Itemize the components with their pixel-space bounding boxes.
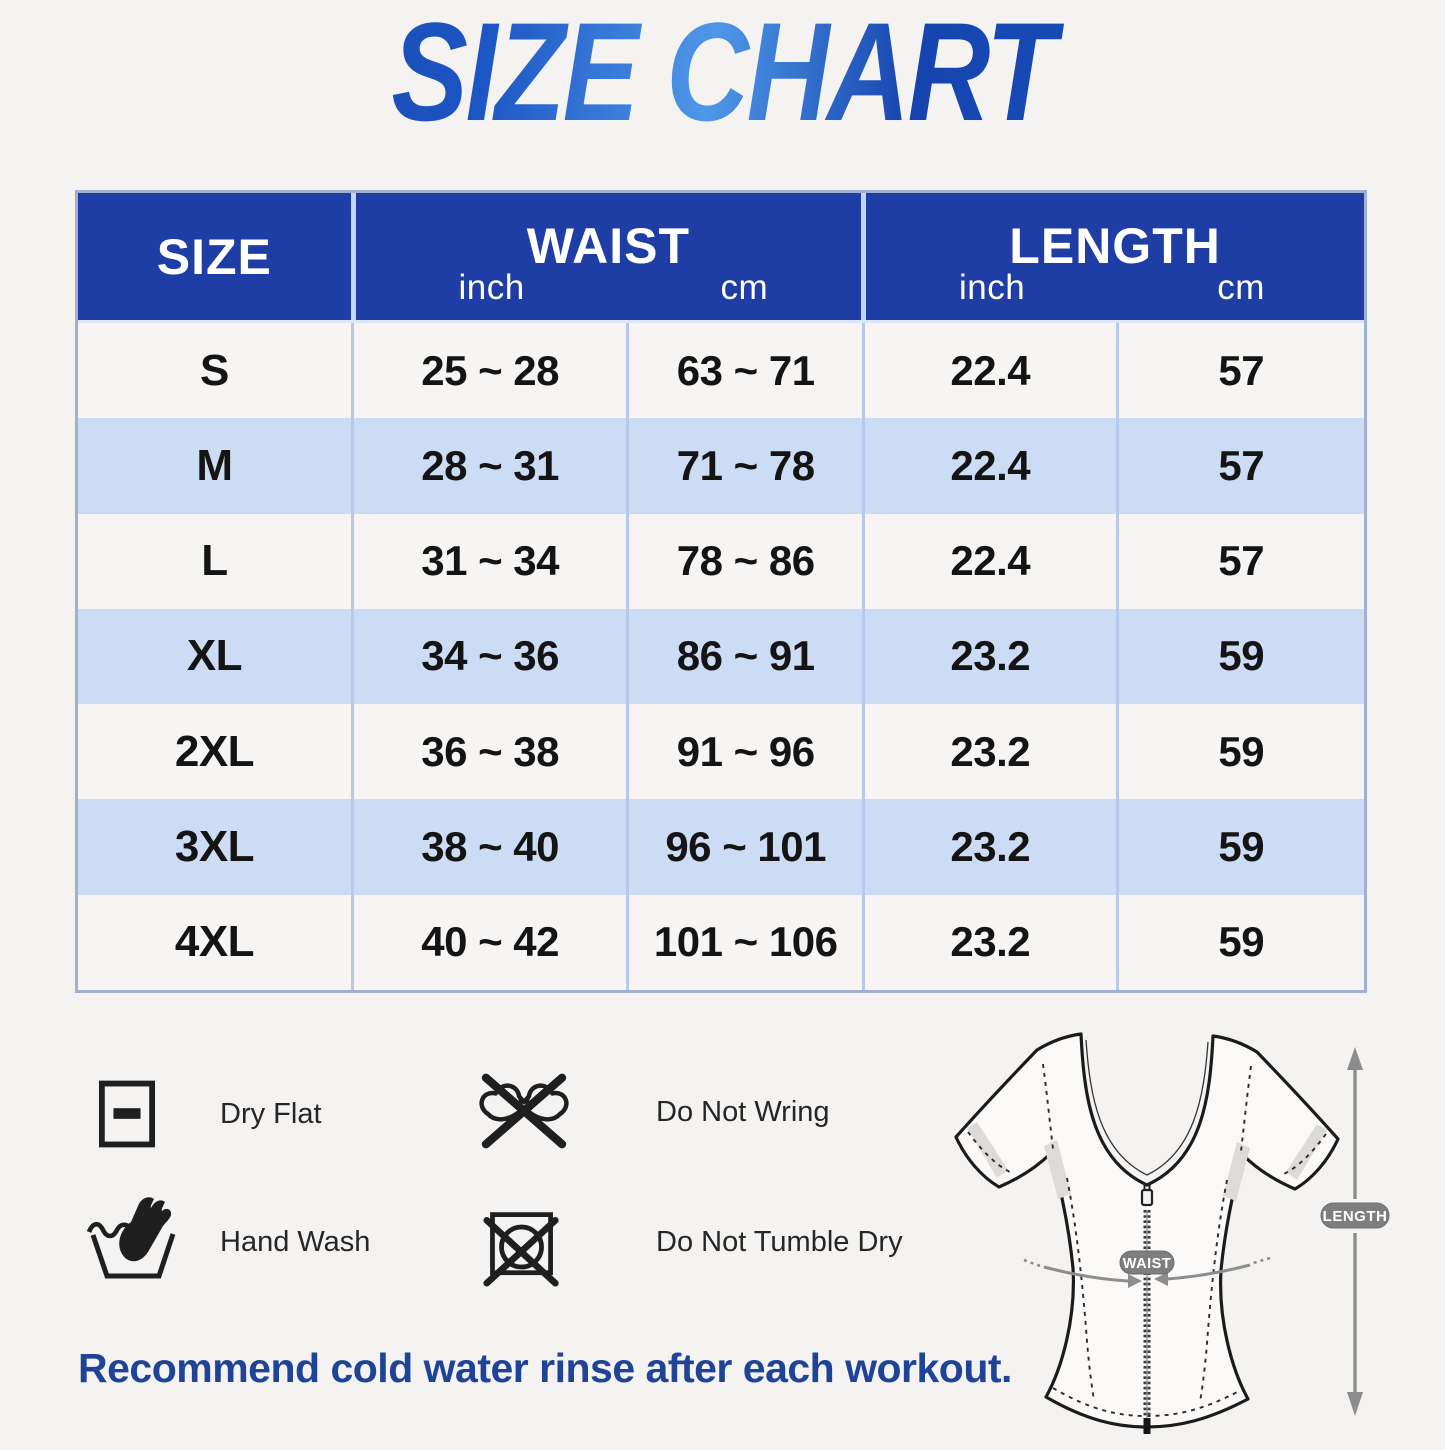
size-chart-table xyxy=(75,190,1367,993)
size-value: L xyxy=(201,536,228,586)
waist-cm-unit: cm xyxy=(720,268,769,307)
size-value: XL xyxy=(186,631,243,681)
waist-cm-value: 101 ~ 106 xyxy=(626,895,862,990)
length-inch-value: 23.2 xyxy=(862,895,1116,990)
hand-wash-icon xyxy=(86,1188,180,1285)
table-header-row xyxy=(78,193,1364,323)
header-length-label: LENGTH xyxy=(1009,218,1221,274)
table-row-xl xyxy=(78,609,1364,704)
header-size-section xyxy=(78,193,351,320)
waist-inch-value: 25 ~ 28 xyxy=(351,323,626,418)
size-value: 4XL xyxy=(174,917,255,967)
waist-inch-value: 34 ~ 36 xyxy=(351,609,626,704)
length-inch-value: 22.4 xyxy=(862,418,1116,513)
header-waist-label: WAIST xyxy=(526,218,691,274)
length-inch-value: 23.2 xyxy=(862,609,1116,704)
table-row-2xl xyxy=(78,704,1364,799)
length-inch-value: 23.2 xyxy=(862,799,1116,894)
table-body xyxy=(78,323,1364,990)
page-title: SIZE CHART xyxy=(130,2,1315,142)
size-value: 3XL xyxy=(174,821,255,871)
footer-note: Recommend cold water rinse after each workout. xyxy=(78,1345,1012,1391)
do-not-wring-label: Do Not Wring xyxy=(656,1096,830,1128)
do-not-wring-icon xyxy=(472,1070,576,1157)
header-size-label: SIZE xyxy=(156,228,272,285)
waist-badge-label: WAIST xyxy=(1122,1256,1172,1272)
do-not-tumble-dry-label: Do Not Tumble Dry xyxy=(656,1226,903,1258)
waist-cm-value: 63 ~ 71 xyxy=(626,323,862,418)
waist-cm-value: 96 ~ 101 xyxy=(626,799,862,894)
length-cm-value: 59 xyxy=(1116,704,1364,799)
dry-flat-icon xyxy=(98,1080,156,1153)
waist-inch-unit: inch xyxy=(458,268,525,307)
table-row-l xyxy=(78,514,1364,609)
length-inch-value: 22.4 xyxy=(862,323,1116,418)
length-measure-arrow xyxy=(1347,1047,1363,1416)
length-cm-value: 57 xyxy=(1116,323,1364,418)
waist-cm-value: 91 ~ 96 xyxy=(626,704,862,799)
length-cm-unit: cm xyxy=(1217,268,1265,307)
table-row-m xyxy=(78,418,1364,513)
garment-diagram xyxy=(940,1020,1445,1450)
length-cm-value: 57 xyxy=(1116,514,1364,609)
table-row-4xl xyxy=(78,895,1364,990)
length-inch-unit: inch xyxy=(959,268,1026,307)
waist-inch-value: 40 ~ 42 xyxy=(351,895,626,990)
waist-inch-value: 31 ~ 34 xyxy=(351,514,626,609)
length-cm-value: 59 xyxy=(1116,799,1364,894)
length-cm-value: 57 xyxy=(1116,418,1364,513)
length-cm-value: 59 xyxy=(1116,895,1364,990)
size-value: M xyxy=(196,440,233,490)
length-badge-label: LENGTH xyxy=(1322,1208,1388,1225)
length-inch-value: 23.2 xyxy=(862,704,1116,799)
waist-cm-value: 86 ~ 91 xyxy=(626,609,862,704)
size-value: S xyxy=(200,345,229,395)
header-length-section xyxy=(861,193,1364,320)
header-waist-section xyxy=(351,193,862,320)
length-inch-value: 22.4 xyxy=(862,514,1116,609)
waist-cm-value: 71 ~ 78 xyxy=(626,418,862,513)
do-not-tumble-dry-icon xyxy=(482,1206,562,1293)
table-row-s xyxy=(78,323,1364,418)
waist-cm-value: 78 ~ 86 xyxy=(626,514,862,609)
waist-inch-value: 38 ~ 40 xyxy=(351,799,626,894)
waist-inch-value: 28 ~ 31 xyxy=(351,418,626,513)
size-value: 2XL xyxy=(174,726,255,776)
waist-inch-value: 36 ~ 38 xyxy=(351,704,626,799)
length-cm-value: 59 xyxy=(1116,609,1364,704)
table-row-3xl xyxy=(78,799,1364,894)
hand-wash-label: Hand Wash xyxy=(220,1226,371,1258)
zipper-pull xyxy=(1142,1190,1152,1205)
dry-flat-label: Dry Flat xyxy=(220,1098,322,1130)
